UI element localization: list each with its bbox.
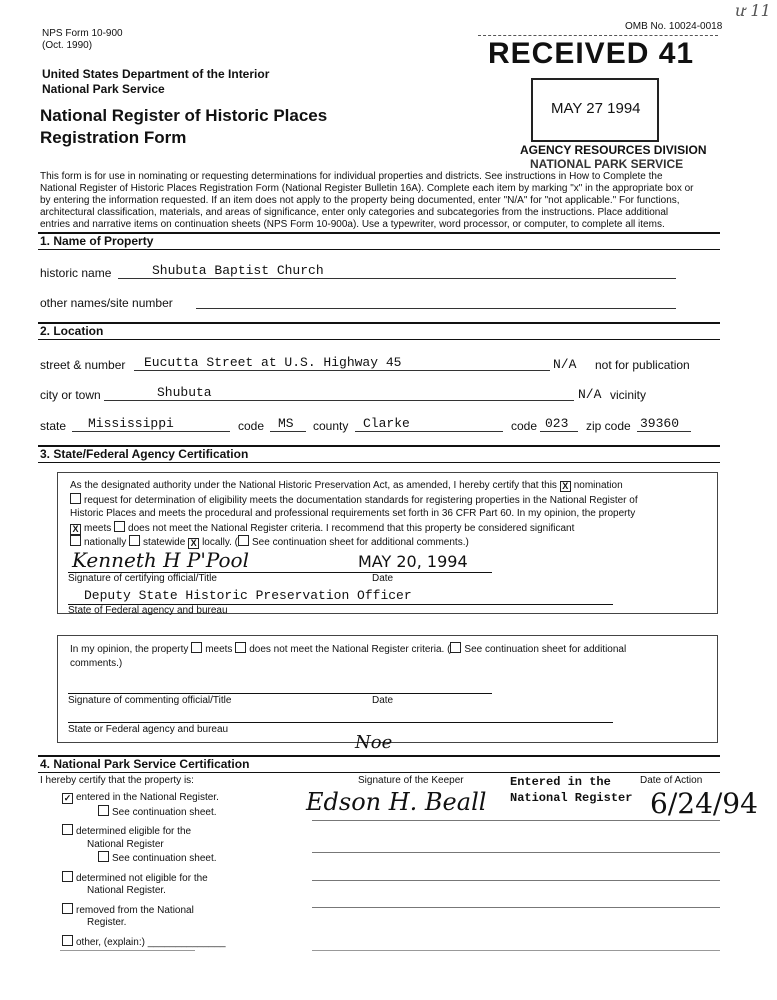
opinion-line: does not meet the National Register criteria. ( [249, 644, 451, 655]
county-code-value: 023 [545, 416, 569, 431]
certification-date: MAY 20, 1994 [358, 552, 468, 571]
instructions-line: This form is for use in nominating or requesting determinations for individual properties and districts. See instructions in How to Complete the [40, 171, 663, 182]
county-code-field[interactable] [540, 416, 578, 432]
comment-date-label: Date [372, 695, 394, 706]
nps-intro: I hereby certify that the property is: [40, 775, 194, 786]
certifying-signature: Kenneth H P'Pool [72, 548, 249, 572]
county-value: Clarke [363, 416, 410, 431]
keeper-signature: Edson H. Beall [306, 788, 487, 816]
agency-value: Deputy State Historic Preservation Officer [84, 588, 412, 603]
statewide-checkbox[interactable] [129, 535, 140, 546]
comment-agency-line [68, 722, 613, 723]
nps-options: ✓ entered in the National Register. See continuation sheet. determined eligible for the National Register See continuation sheet. determined not eligible for the National Register. removed from the National Register. other, (explain:) ______________ [63, 792, 226, 948]
cert-text: request for determination of eligibility meets the documentation standards for registering properties in the National Register of [84, 494, 638, 506]
instructions-line: National Register of Historic Places Registration Form (National Register Bulletin 16A). Complete each item by marking "x" in the appropriate box or [40, 183, 694, 194]
na-vicinity: N/A [578, 387, 602, 402]
omb-number: OMB No. 10024-0018 [625, 21, 723, 32]
statewide-label: statewide [143, 537, 186, 548]
city-field[interactable] [104, 385, 574, 401]
nationally-checkbox[interactable] [70, 535, 81, 546]
signature-label: Signature of certifying official/Title [68, 573, 217, 584]
county-field[interactable] [355, 416, 503, 432]
entered-stamp: Entered in the [510, 775, 611, 789]
divider [38, 772, 720, 773]
instructions-line: by entering the information requested. If an item does not apply to the property being documented, enter "N/A" for "not applicable." For functions, [40, 195, 680, 206]
keeper-label: Signature of the Keeper [358, 775, 464, 786]
meets-checkbox[interactable]: X [70, 524, 81, 535]
nomination-checkbox[interactable]: X [560, 481, 571, 492]
historic-name-field[interactable] [118, 263, 676, 279]
form-number: NPS Form 10-900 [42, 28, 123, 39]
keeper-line [312, 820, 720, 821]
zip-label: zip code [586, 419, 631, 433]
stamp-border [478, 35, 718, 36]
not-for-publication-label: not for publication [595, 358, 690, 372]
cert-text: Historic Places and meets the procedural and professional requirements set forth in 36 CFR Part 60. In my opinion, the property [70, 508, 636, 519]
request-checkbox[interactable] [70, 493, 81, 504]
not-eligible-label-2: National Register. [87, 885, 166, 896]
comment-does-not-meet-checkbox[interactable] [235, 642, 246, 653]
comment-agency-label: State or Federal agency and bureau [68, 724, 229, 735]
nomination-label: nomination [573, 480, 623, 491]
other-checkbox[interactable] [62, 935, 73, 946]
section-1-title: 1. Name of Property [40, 234, 154, 248]
line [60, 950, 195, 951]
vicinity-label: vicinity [610, 388, 647, 402]
state-field[interactable] [72, 416, 230, 432]
instructions-line: entries and narrative items on continuation sheets (NPS Form 10-900a). Use a typewriter, word processor, or computer, to complete all items. [40, 219, 665, 230]
opinion-line: See continuation sheet for additional [464, 644, 627, 655]
opinion-text [70, 642, 626, 670]
street-field[interactable] [134, 355, 550, 371]
comment-meets-checkbox[interactable] [191, 642, 202, 653]
see-continuation-1-checkbox[interactable] [98, 805, 109, 816]
comment-signature-line [68, 693, 492, 694]
county-code-label: code [511, 419, 538, 433]
agency-label: State of Federal agency and bureau [68, 605, 228, 616]
section-3-title: 3. State/Federal Agency Certification [40, 447, 249, 461]
department: United States Department of the Interior [42, 67, 270, 81]
removed-label-2: Register. [87, 917, 127, 928]
other-names-field[interactable] [196, 293, 676, 309]
street-value: Eucutta Street at U.S. Highway 45 [144, 355, 402, 370]
date-of-action: 6/24/94 [650, 787, 758, 820]
divider [38, 322, 720, 324]
historic-name-value: Shubuta Baptist Church [152, 263, 324, 278]
line [312, 950, 720, 951]
service: National Park Service [42, 82, 165, 96]
locally-label: locally. ( [202, 537, 239, 548]
cert-text: does not meet the National Register criteria. I recommend that this property be considered significant [128, 522, 575, 534]
does-not-meet-checkbox[interactable] [114, 521, 125, 532]
eligible-label-2: National Register [87, 838, 164, 850]
page-subtitle: Registration Form [40, 128, 187, 147]
divider [38, 249, 720, 250]
corner-note: ư 11 [735, 1, 771, 20]
divider [38, 339, 720, 340]
page-title: National Register of Historic Places [40, 106, 328, 125]
nps-stamp: NATIONAL PARK SERVICE [530, 157, 684, 171]
eligible-checkbox[interactable] [62, 824, 73, 835]
section-2-title: 2. Location [40, 324, 104, 338]
instructions-line: architectural classification, materials, and areas of significance, enter only categories and subcategories from the instructions. Place additional [40, 207, 669, 218]
other-names-label: other names/site number [40, 296, 173, 310]
opinion-line: meets [205, 644, 233, 655]
entered-stamp-2: National Register [510, 791, 633, 805]
initials: Noe [355, 732, 393, 753]
state-code-label: code [238, 419, 265, 433]
continuation-checkbox[interactable] [238, 535, 249, 546]
removed-label: removed from the National [76, 904, 194, 916]
meets-label: meets [84, 522, 112, 534]
city-label: city or town [40, 388, 101, 402]
line [312, 852, 720, 853]
entered-label: entered in the National Register. [76, 792, 219, 803]
form-date: (Oct. 1990) [42, 40, 93, 51]
see-continuation-label: See continuation sheet. [112, 806, 217, 818]
city-value: Shubuta [157, 385, 212, 400]
date-of-action-label: Date of Action [640, 775, 703, 786]
instructions [40, 171, 694, 231]
entered-checkbox[interactable]: ✓ [63, 793, 72, 803]
certification-text [70, 479, 638, 550]
not-eligible-checkbox[interactable] [62, 871, 73, 882]
historic-name-label: historic name [40, 266, 112, 280]
see-continuation-2-checkbox[interactable] [98, 851, 109, 862]
received-stamp: RECEIVED 41 [488, 37, 695, 70]
state-label: state [40, 419, 67, 433]
line [312, 907, 720, 908]
comment-signature-label: Signature of commenting official/Title [68, 695, 232, 706]
nationally-label: nationally [84, 537, 127, 548]
cert-text: As the designated authority under the National Historic Preservation Act, as amended, I hereby certify that this [70, 480, 557, 491]
na-not-for-publication: N/A [553, 357, 577, 372]
eligible-label: determined eligible for the [76, 826, 192, 837]
not-eligible-label: determined not eligible for the [76, 872, 208, 884]
comment-continuation-checkbox[interactable] [450, 642, 461, 653]
opinion-line: comments.) [70, 657, 123, 669]
see-continuation-label: See continuation sheet. [112, 853, 217, 864]
divider [38, 462, 720, 463]
county-label: county [313, 419, 349, 433]
received-date: MAY 27 1994 [551, 100, 641, 117]
state-value: Mississippi [88, 416, 174, 431]
line [312, 880, 720, 881]
zip-value: 39360 [640, 416, 680, 431]
cert-text: See continuation sheet for additional comments.) [252, 537, 469, 548]
state-code-field[interactable] [270, 416, 306, 432]
section-4-title: 4. National Park Service Certification [40, 757, 250, 771]
state-code-value: MS [278, 416, 294, 431]
locally-checkbox[interactable]: X [188, 538, 199, 549]
date-stamp-box [531, 78, 659, 142]
other-label: other, (explain:) [76, 936, 145, 948]
opinion-line: In my opinion, the property [70, 644, 189, 655]
removed-checkbox[interactable] [62, 903, 73, 914]
zip-field[interactable] [637, 416, 691, 432]
agency-stamp: AGENCY RESOURCES DIVISION [520, 143, 707, 157]
date-label: Date [372, 573, 394, 584]
street-label: street & number [40, 358, 126, 372]
